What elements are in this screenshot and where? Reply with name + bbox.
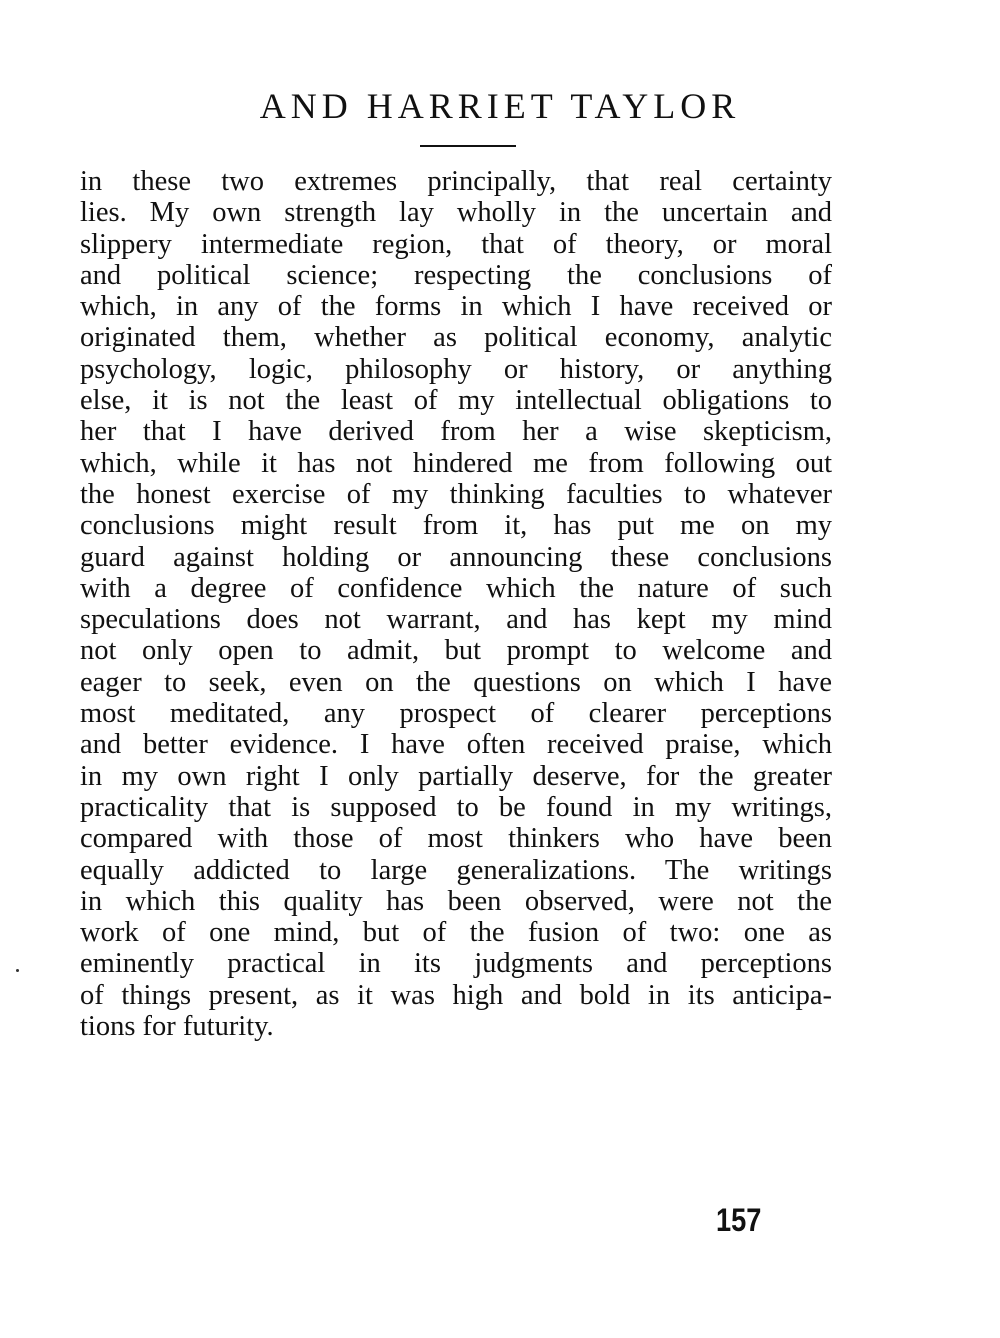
text-line: most meditated, any prospect of clearer perceptions (80, 698, 832, 730)
body-text (80, 166, 832, 1042)
text-line: originated them, whether as political economy, analytic (80, 322, 832, 354)
text-line: eminently practical in its judgments and perceptions (80, 948, 832, 980)
text-line: which, in any of the forms in which I have received or (80, 291, 832, 323)
text-line: speculations does not warrant, and has kept my mind (80, 604, 832, 636)
text-line: in my own right I only partially deserve, for the greater (80, 760, 832, 792)
text-line: with a degree of confidence which the nature of such (80, 572, 832, 604)
text-line: the honest exercise of my thinking faculties to whatever (80, 478, 832, 510)
text-line: compared with those of most thinkers who have been (80, 823, 832, 855)
text-line: else, it is not the least of my intellectual obligations to (80, 385, 832, 417)
text-line: work of one mind, but of the fusion of two: one as (80, 917, 832, 949)
page-number: 157 (716, 1202, 762, 1238)
text-line: not only open to admit, but prompt to welcome and (80, 635, 832, 667)
text-line: and political science; respecting the conclusions of (80, 259, 832, 291)
running-head: AND HARRIET TAYLOR (259, 86, 741, 126)
text-line: and better evidence. I have often received praise, which (80, 729, 832, 761)
text-line: psychology, logic, philosophy or history, or anything (80, 353, 832, 385)
text-line: eager to seek, even on the questions on which I have (80, 666, 832, 698)
margin-speck (16, 969, 19, 972)
text-line: of things present, as it was high and bold in its anticipa- (80, 979, 832, 1011)
text-line: practicality that is supposed to be found in my writings, (80, 791, 832, 823)
text-line: in these two extremes principally, that real certainty (80, 166, 832, 197)
text-line: lies. My own strength lay wholly in the uncertain and (80, 197, 832, 229)
text-line: in which this quality has been observed, were not the (80, 885, 832, 917)
text-line: conclusions might result from it, has put me on my (80, 510, 832, 542)
head-rule (420, 145, 516, 147)
text-line: equally addicted to large generalizations. The writings (80, 854, 832, 886)
text-line-last: tions for futurity. (80, 1011, 274, 1043)
text-line: slippery intermediate region, that of theory, or moral (80, 228, 832, 260)
text-line: her that I have derived from her a wise skepticism, (80, 416, 832, 448)
text-line: which, while it has not hindered me from following out (80, 447, 832, 479)
text-line: guard against holding or announcing these conclusions (80, 541, 832, 573)
